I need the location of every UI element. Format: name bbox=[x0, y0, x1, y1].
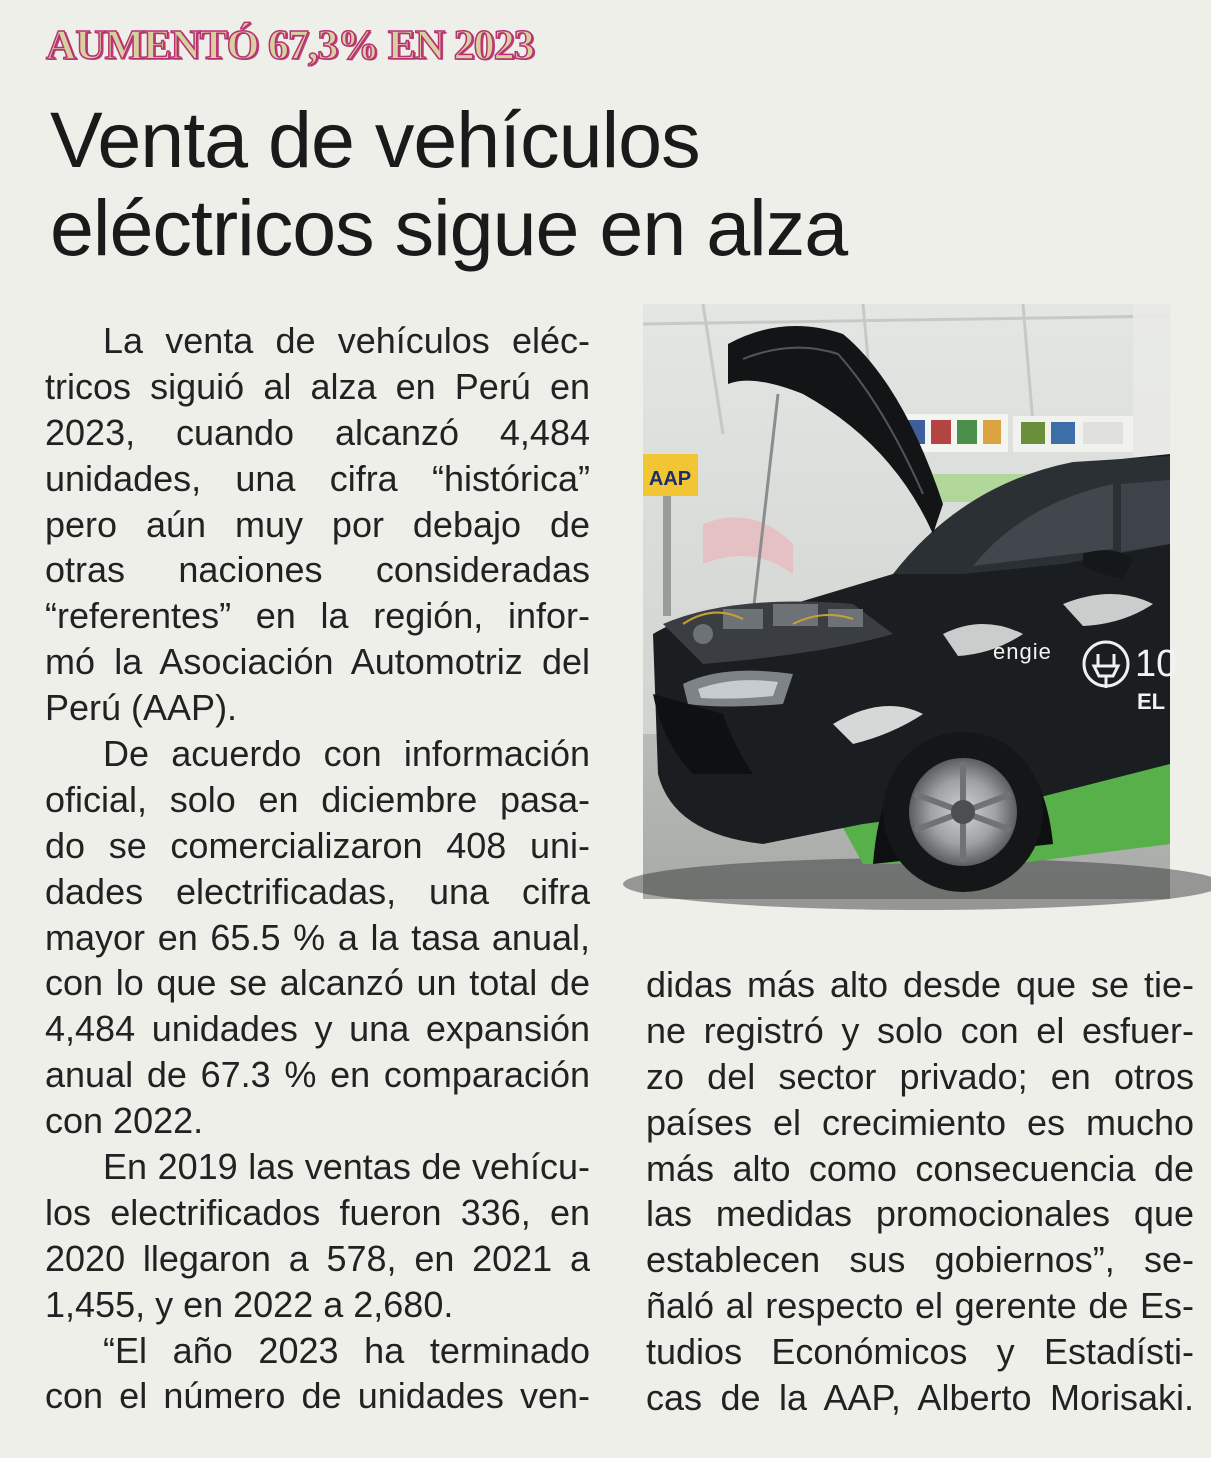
body-line: zo del sector privado; en otros bbox=[646, 1055, 1194, 1097]
body-line: cas de la AAP, Alberto Morisaki. bbox=[646, 1377, 1194, 1419]
aap-sign bbox=[643, 454, 698, 496]
engie-logo: engie bbox=[993, 639, 1052, 664]
body-line: En 2019 las ventas de vehícu- bbox=[103, 1146, 590, 1188]
body-line: oficial, solo en diciembre pasa- bbox=[45, 778, 590, 820]
body-line: pero aún muy por debajo de bbox=[45, 503, 590, 545]
body-line: otras naciones consideradas bbox=[45, 549, 590, 591]
front-wheel bbox=[883, 732, 1043, 892]
article-column-left bbox=[45, 318, 590, 1419]
body-line: anual de 67.3 % en comparación bbox=[45, 1054, 590, 1096]
body-line: las medidas promocionales que bbox=[646, 1193, 1194, 1235]
body-line: países el crecimiento es mucho bbox=[646, 1101, 1194, 1143]
body-line: mayor en 65.5 % a la tasa anual, bbox=[45, 916, 590, 958]
body-line: “El año 2023 ha terminado bbox=[103, 1329, 590, 1371]
body-line: 2023, cuando alcanzó 4,484 bbox=[45, 411, 590, 453]
body-line: más alto como consecuencia de bbox=[646, 1147, 1194, 1189]
kicker: AUMENTÓ 67,3% EN 2023 bbox=[46, 23, 534, 69]
body-line: con el número de unidades ven- bbox=[45, 1375, 590, 1417]
headline-line-2: eléctricos sigue en alza bbox=[50, 183, 848, 272]
body-line: La venta de vehículos eléc- bbox=[103, 320, 590, 361]
body-line: unidades, una cifra “histórica” bbox=[45, 457, 590, 499]
headline-line-1: Venta de vehículos bbox=[50, 95, 700, 184]
body-line: mó la Asociación Automotriz del bbox=[45, 641, 590, 683]
body-line: dades electrificadas, una cifra bbox=[45, 870, 590, 912]
body-line: ñaló al respecto el gerente de Es- bbox=[646, 1285, 1194, 1327]
door-text-2: EL bbox=[1137, 689, 1166, 714]
electric-car-illustration bbox=[643, 304, 1178, 899]
body-line: “referentes” en la región, infor- bbox=[45, 595, 590, 637]
body-line: tudios Económicos y Estadísti- bbox=[646, 1331, 1194, 1373]
body-line: con lo que se alcanzó un total de bbox=[45, 962, 590, 1004]
body-line: 4,484 unidades y una expansión bbox=[45, 1008, 590, 1050]
article-column-right bbox=[646, 962, 1194, 1421]
svg-text:AAP: AAP bbox=[648, 468, 692, 490]
body-line: 2020 llegaron a 578, en 2021 a bbox=[45, 1237, 590, 1279]
body-line: 1,455, y en 2022 a 2,680. bbox=[45, 1283, 454, 1325]
body-line: los electrificados fueron 336, en bbox=[45, 1191, 590, 1233]
article-photo bbox=[643, 304, 1178, 899]
poster-strip bbox=[898, 414, 1133, 452]
body-line: tricos siguió al alza en Perú en bbox=[45, 365, 590, 407]
body-line: do se comercializaron 408 uni- bbox=[45, 824, 590, 866]
body-line: establecen sus gobiernos”, se- bbox=[646, 1239, 1194, 1281]
door-text-1: 10 bbox=[1135, 643, 1178, 685]
body-line: De acuerdo con información bbox=[103, 733, 590, 775]
body-line: Perú (AAP). bbox=[45, 687, 238, 729]
headline bbox=[50, 96, 1170, 272]
body-line: didas más alto desde que se tie- bbox=[646, 964, 1194, 1005]
body-line: con 2022. bbox=[45, 1100, 204, 1142]
body-line: ne registró y solo con el esfuer- bbox=[646, 1009, 1194, 1051]
